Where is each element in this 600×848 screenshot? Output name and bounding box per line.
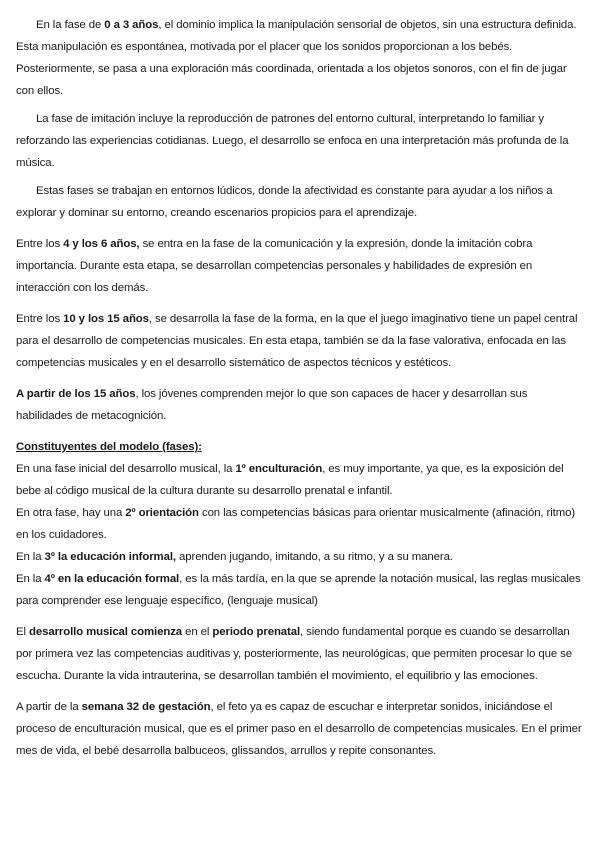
paragraph-prenatal [16, 621, 586, 687]
text-run: En la fase de [36, 19, 105, 31]
text-run: con las competencias básicas para orientar musicalmente (afinación, ritmo) en los cuidadores. [16, 507, 576, 541]
text-run: aprenden jugando, imitando, a su ritmo, y a su manera. [175, 551, 453, 563]
text-run: se entra en la fase de la comunicación y la expresión, donde la imitación cobra importancia. Durante esta etapa, se desarrollan competencias personales y habilidades de expresión en interacción con los demás. [16, 238, 533, 294]
text-run: , es muy importante, ya que, es la exposición del bebe al código musical de la cultura durante su desarrollo prenatal e infantil. [16, 463, 564, 497]
bold-formal-education: 4º en la educación formal [44, 573, 180, 585]
bold-prenatal-period: periodo prenatal [212, 626, 301, 638]
text-run: , siendo fundamental porque es cuando se desarrollan por primera vez las competencias auditivas y, posteriormente, las neurológicas, que permiten procesar lo que se escucha. Durante la vida intrauterina, se desarrollan también el movimiento, el equilibrio y las emociones. [16, 626, 572, 682]
list-item-enculturation [16, 458, 586, 502]
bold-age-0-3: 0 a 3 años [104, 19, 159, 31]
bold-age-15: A partir de los 15 años [16, 388, 136, 400]
text-run: , el dominio implica la manipulación sensorial de objetos, sin una estructura definida. Esta manipulación es espontánea, motivada por el placer que los sonidos proporcionan a los bebés. Posteriormente, se pasa a una exploración más coordinada, orientada a los objetos sonoros, con el fin de jugar con ellos. [16, 19, 577, 97]
paragraph-phase-15 [16, 383, 586, 427]
bold-age-10-15: 10 y los 15 años [63, 313, 149, 325]
paragraph-phase-4-6 [16, 233, 586, 299]
paragraph-phase-10-15 [16, 308, 586, 374]
bold-orientation: 2º orientación [125, 507, 199, 519]
bold-musical-development: desarrollo musical comienza [29, 626, 183, 638]
text-run: En una fase inicial del desarrollo musical, la [16, 463, 236, 475]
bold-age-4-6: 4 y los 6 años, [63, 238, 140, 250]
text-run: En la [16, 573, 45, 585]
text-run: En la [16, 551, 45, 563]
paragraph-week-32 [16, 696, 586, 762]
section-heading [16, 436, 586, 458]
text-run: , es la más tardía, en la que se aprende la notación musical, las reglas musicales para comprender ese lenguaje específico, (lenguaje musical) [16, 573, 581, 607]
bold-enculturation: 1º enculturación [235, 463, 323, 475]
text-run: Entre los [16, 238, 64, 250]
text-run: A partir de la [16, 701, 82, 713]
paragraph-ludic: Estas fases se trabajan en entornos lúdicos, donde la afectividad es constante para ayudar a los niños a explorar y dominar su entorno, creando escenarios propicios para el aprendizaje. [16, 185, 553, 219]
text-run: Entre los [16, 313, 64, 325]
paragraph-phase-0-3 [16, 14, 586, 102]
text-run: En otra fase, hay una [16, 507, 126, 519]
text-run: El [16, 626, 29, 638]
text-run: , se desarrolla la fase de la forma, en la que el juego imaginativo tiene un papel central para el desarrollo de competencias musicales. En esta etapa, también se da la fase valorativa, enfocada en las competencias musicales y en el desarrollo sistemático de aspectos técnicos y estéticos. [16, 313, 578, 369]
text-run: , los jóvenes comprenden mejor lo que son capaces de hacer y desarrollan sus habilidades de metacognición. [16, 388, 528, 422]
bold-informal-education: 3º la educación informal, [44, 551, 176, 563]
bold-week-32: semana 32 de gestación [81, 701, 211, 713]
text-run: , el feto ya es capaz de escuchar e interpretar sonidos, iniciándose el proceso de enculturación musical, que es el primer paso en el desarrollo de competencias musicales. En el primer mes de vida, el bebé desarrolla balbuceos, glissandos, arrullos y repite consonantes. [16, 701, 582, 757]
heading-text: Constituyentes del modelo (fases): [16, 441, 202, 453]
text-run: en el [182, 626, 213, 638]
list-item-informal-education [16, 546, 586, 568]
list-item-formal-education [16, 568, 586, 612]
list-item-orientation [16, 502, 586, 546]
paragraph-imitation: La fase de imitación incluye la reproducción de patrones del entorno cultural, interpretando lo familiar y reforzando las experiencias cotidianas. Luego, el desarrollo se enfoca en una interpretación más profunda de la música. [16, 113, 569, 169]
